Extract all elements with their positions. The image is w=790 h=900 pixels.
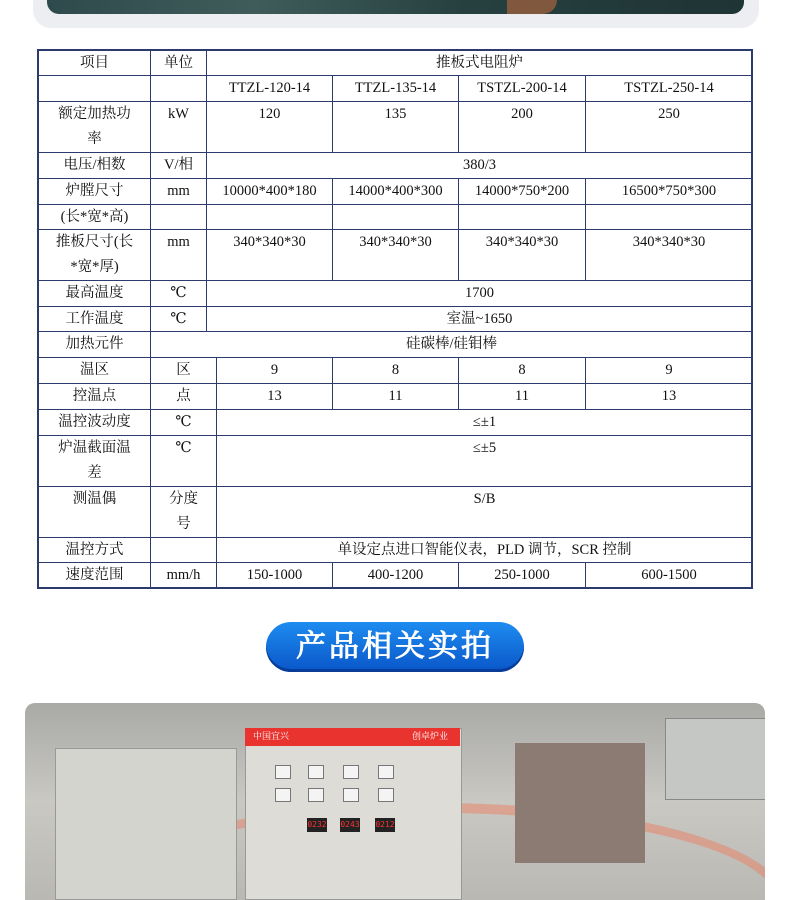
- table-cell: 400-1200: [332, 562, 459, 589]
- table-row-label: 额定加热功率: [38, 101, 151, 153]
- table-cell: 200: [458, 101, 586, 153]
- table-cell: 120: [206, 101, 333, 153]
- table-cell: 分度号: [150, 486, 217, 538]
- table-cell: [150, 537, 217, 563]
- table-cell: 13: [585, 383, 753, 410]
- table-cell: TSTZL-250-14: [585, 75, 753, 102]
- meter: [275, 788, 291, 802]
- table-cell: 单设定点进口智能仪表，PLD 调节，SCR 控制: [216, 537, 753, 563]
- control-cabinet: [245, 728, 462, 900]
- table-cell: mm/h: [150, 562, 217, 589]
- table-cell: 点: [150, 383, 217, 410]
- table-cell: 14000*750*200: [458, 178, 586, 205]
- table-row-label: 工作温度: [38, 306, 151, 332]
- table-cell: 250: [585, 101, 753, 153]
- table-row-label: 推板尺寸(长*宽*厚): [38, 229, 151, 281]
- table-cell: 13: [216, 383, 333, 410]
- table-row-label: 加热元件: [38, 331, 151, 358]
- table-cell: 340*340*30: [332, 229, 459, 281]
- meter: [378, 765, 394, 779]
- table-cell: 11: [332, 383, 459, 410]
- table-cell: V/相: [150, 152, 207, 179]
- table-cell: kW: [150, 101, 207, 153]
- table-cell: 340*340*30: [206, 229, 333, 281]
- table-cell: 340*340*30: [585, 229, 753, 281]
- table-cell: [206, 204, 333, 230]
- table-row-label: 炉温截面温差: [38, 435, 151, 487]
- temp-display: 0232: [307, 818, 327, 832]
- table-header-cell: 单位: [150, 50, 207, 76]
- table-cell: [585, 204, 753, 230]
- table-cell: 9: [585, 357, 753, 384]
- sign-right: 创卓炉业: [411, 732, 448, 742]
- meter: [343, 765, 359, 779]
- table-row-label: (长*宽*高): [38, 204, 151, 230]
- table-cell: ≤±5: [216, 435, 753, 487]
- table-cell: mm: [150, 178, 207, 205]
- table-cell: 1700: [206, 280, 753, 307]
- table-row-label: 炉膛尺寸: [38, 178, 151, 205]
- meter: [275, 765, 291, 779]
- table-row-label: 速度范围: [38, 562, 151, 589]
- cabinet-sign: [245, 728, 460, 746]
- table-cell: 11: [458, 383, 586, 410]
- table-cell: 340*340*30: [458, 229, 586, 281]
- table-header-cell: 项目: [38, 50, 151, 76]
- temp-display: 0243: [340, 818, 360, 832]
- table-cell: 14000*400*300: [332, 178, 459, 205]
- table-row-label: 温区: [38, 357, 151, 384]
- table-cell: 室温~1650: [206, 306, 753, 332]
- table-cell: [332, 204, 459, 230]
- table-cell: 9: [216, 357, 333, 384]
- table-cell: 250-1000: [458, 562, 586, 589]
- table-cell: 区: [150, 357, 217, 384]
- table-row-label: 最高温度: [38, 280, 151, 307]
- table-row-label: 温控波动度: [38, 409, 151, 436]
- table-cell: ≤±1: [216, 409, 753, 436]
- table-cell: ℃: [150, 280, 207, 307]
- table-cell: 10000*400*180: [206, 178, 333, 205]
- product-photo: [25, 703, 765, 900]
- meter: [343, 788, 359, 802]
- table-header-cell: 推板式电阻炉: [206, 50, 753, 76]
- table-row-label: 控温点: [38, 383, 151, 410]
- table-cell: 8: [332, 357, 459, 384]
- table-cell: ℃: [150, 409, 217, 436]
- table-cell: [150, 204, 207, 230]
- table-cell: TSTZL-200-14: [458, 75, 586, 102]
- table-cell: 380/3: [206, 152, 753, 179]
- table-cell: 150-1000: [216, 562, 333, 589]
- table-row-label: 测温偶: [38, 486, 151, 538]
- table-cell: 135: [332, 101, 459, 153]
- cabinet: [55, 748, 237, 900]
- temp-display: 0212: [375, 818, 395, 832]
- meter: [308, 765, 324, 779]
- table-cell: ℃: [150, 306, 207, 332]
- electrical-box: [665, 718, 765, 800]
- table-cell: S/B: [216, 486, 753, 538]
- table-cell: 硅碳棒/硅钼棒: [150, 331, 753, 358]
- table-cell: 16500*750*300: [585, 178, 753, 205]
- table-row-label: 温控方式: [38, 537, 151, 563]
- table-cell: mm: [150, 229, 207, 281]
- table-cell: TTZL-120-14: [206, 75, 333, 102]
- table-cell: [458, 204, 586, 230]
- table-cell: [150, 75, 207, 102]
- meter: [378, 788, 394, 802]
- table-cell: 600-1500: [585, 562, 753, 589]
- table-cell: 8: [458, 357, 586, 384]
- table-row-label: 电压/相数: [38, 152, 151, 179]
- table-cell: ℃: [150, 435, 217, 487]
- table-cell: TTZL-135-14: [332, 75, 459, 102]
- table-row-label: [38, 75, 151, 102]
- section-title-button[interactable]: 产品相关实拍: [266, 622, 524, 672]
- meter: [308, 788, 324, 802]
- sign-left: 中国宜兴: [253, 732, 290, 742]
- furnace: [515, 743, 645, 863]
